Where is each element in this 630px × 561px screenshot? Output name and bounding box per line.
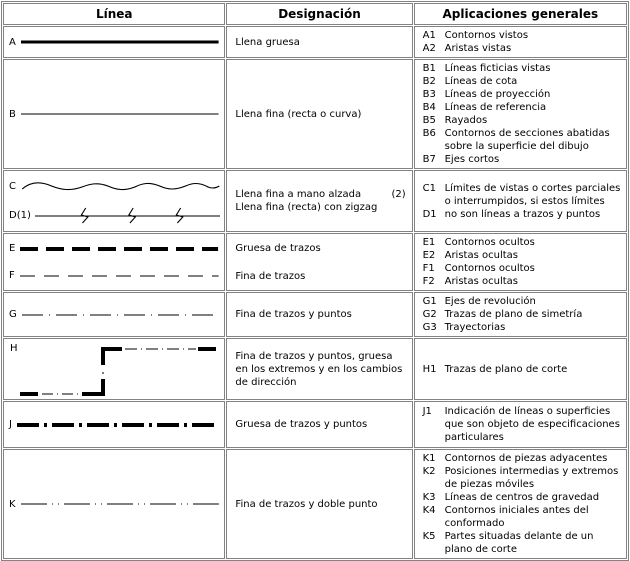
designation-cell-j xyxy=(226,401,412,448)
thin-dash-dot-line xyxy=(21,313,221,317)
applications-cell-b xyxy=(414,59,627,169)
designation-text: Llena fina a mano alzada xyxy=(235,189,362,200)
thick-dashed-line xyxy=(19,245,220,253)
application-item: B1 Líneas ficticias vistas xyxy=(422,63,551,74)
designation-text: Fina de trazos y doble punto xyxy=(235,498,378,510)
line-label-e: E xyxy=(9,243,16,254)
applications-cell-h xyxy=(414,338,627,400)
application-item: G2 Trazas de plano de simetría xyxy=(422,309,583,320)
application-item: E1 Contornos ocultos xyxy=(422,237,535,248)
application-item: K2 Posiciones intermedias y extremos de piezas móviles xyxy=(422,466,619,490)
line-label-g: G xyxy=(9,309,17,320)
application-item: B5 Rayados xyxy=(422,115,488,126)
application-item: C1 Límites de vistas o cortes parciales o interrumpidos, si estos límites xyxy=(422,182,621,207)
thick-dash-dot-line xyxy=(16,421,220,429)
table-row-j xyxy=(3,401,627,448)
application-item: B6 Contornos de secciones abatidas sobre la superficie del dibujo xyxy=(422,128,610,152)
line-cell-cd xyxy=(3,170,225,232)
application-item: A1 Contornos vistos xyxy=(422,30,529,41)
line-cell-k xyxy=(3,449,225,559)
line-label-d: D(1) xyxy=(9,209,31,221)
table-row-a xyxy=(3,26,627,58)
line-cell-a xyxy=(3,26,225,58)
line-cell-ef xyxy=(3,233,225,291)
line-cell-j xyxy=(3,401,225,448)
line-label-k: K xyxy=(9,498,16,510)
applications-cell-g xyxy=(414,292,627,337)
application-item: B7 Ejes cortos xyxy=(422,154,500,165)
header-row xyxy=(3,3,627,25)
designation-text: Fina de trazos xyxy=(235,270,306,282)
table-row-cd xyxy=(3,170,627,232)
designation-cell-k xyxy=(226,449,412,559)
line-cell-b xyxy=(3,59,225,169)
thin-dashed-line xyxy=(19,274,221,278)
application-item: D1 no son líneas a trazos y puntos xyxy=(422,208,601,220)
application-item: G1 Ejes de revolución xyxy=(422,296,536,307)
designation-cell-a xyxy=(226,26,412,58)
table-row-ef xyxy=(3,233,627,291)
zigzag-break-line xyxy=(35,206,221,224)
designation-text: Gruesa de trazos xyxy=(235,242,321,254)
designation-note: (2) xyxy=(391,189,406,200)
line-label-a: A xyxy=(9,36,16,48)
application-item: K4 Contornos iniciales antes del conformado xyxy=(422,505,589,529)
application-item: F1 Contornos ocultos xyxy=(422,263,535,274)
application-item: K1 Contornos de piezas adyacentes xyxy=(422,453,608,464)
line-cell-h xyxy=(3,338,225,400)
column-header-designacion: Designación xyxy=(226,3,412,25)
application-item: K5 Partes situadas delante de un plano de corte xyxy=(422,531,594,555)
designation-text: Llena gruesa xyxy=(235,36,300,48)
designation-cell-ef xyxy=(226,233,412,291)
applications-cell-a xyxy=(414,26,627,58)
designation-text: Fina de trazos y puntos xyxy=(235,309,352,320)
applications-cell-ef xyxy=(414,233,627,291)
application-item: K3 Líneas de centros de gravedad xyxy=(422,492,600,503)
line-types-table xyxy=(1,1,629,561)
applications-cell-k xyxy=(414,449,627,559)
thin-solid-line xyxy=(20,112,221,116)
designation-line xyxy=(235,188,407,201)
application-item: J1 Indicación de líneas o superficies que son objeto de especificaciones particulares xyxy=(422,406,620,443)
thick-solid-line xyxy=(20,39,221,45)
application-item: B4 Líneas de referencia xyxy=(422,102,547,113)
designation-text: Llena fina (recta) con zigzag xyxy=(235,202,378,213)
table-row-k xyxy=(3,449,627,559)
application-item: H1 Trazas de plano de corte xyxy=(422,363,568,375)
application-item: G3 Trayectorias xyxy=(422,322,506,333)
designation-cell-h xyxy=(226,338,412,400)
table-row-b xyxy=(3,59,627,169)
line-label-j: J xyxy=(9,419,12,430)
freehand-wavy-line xyxy=(20,178,220,194)
line-label-f: F xyxy=(9,270,15,281)
thin-dash-double-dot-line xyxy=(20,502,221,506)
applications-cell-j xyxy=(414,401,627,448)
designation-text: Llena fina (recta o curva) xyxy=(235,108,362,120)
designation-cell-cd xyxy=(226,170,412,232)
line-label-b: B xyxy=(9,108,16,120)
application-item: B2 Líneas de cota xyxy=(422,76,518,87)
cutting-plane-step-line xyxy=(8,339,221,400)
table-row-g xyxy=(3,292,627,337)
designation-text: Fina de trazos y puntos, gruesa en los extremos y en los cambios de dirección xyxy=(235,350,403,388)
designation-text: Gruesa de trazos y puntos xyxy=(235,419,368,430)
line-label-c: C xyxy=(9,180,16,192)
line-cell-g xyxy=(3,292,225,337)
table-row-h xyxy=(3,338,627,400)
line-label-h: H xyxy=(10,343,18,354)
applications-cell-cd xyxy=(414,170,627,232)
column-header-aplicaciones: Aplicaciones generales xyxy=(414,3,627,25)
application-item: A2 Aristas vistas xyxy=(422,43,512,54)
designation-cell-b xyxy=(226,59,412,169)
application-item: E2 Aristas ocultas xyxy=(422,250,518,261)
application-item: B3 Líneas de proyección xyxy=(422,89,551,100)
column-header-linea: Línea xyxy=(3,3,225,25)
application-item: F2 Aristas ocultas xyxy=(422,276,518,287)
designation-cell-g xyxy=(226,292,412,337)
